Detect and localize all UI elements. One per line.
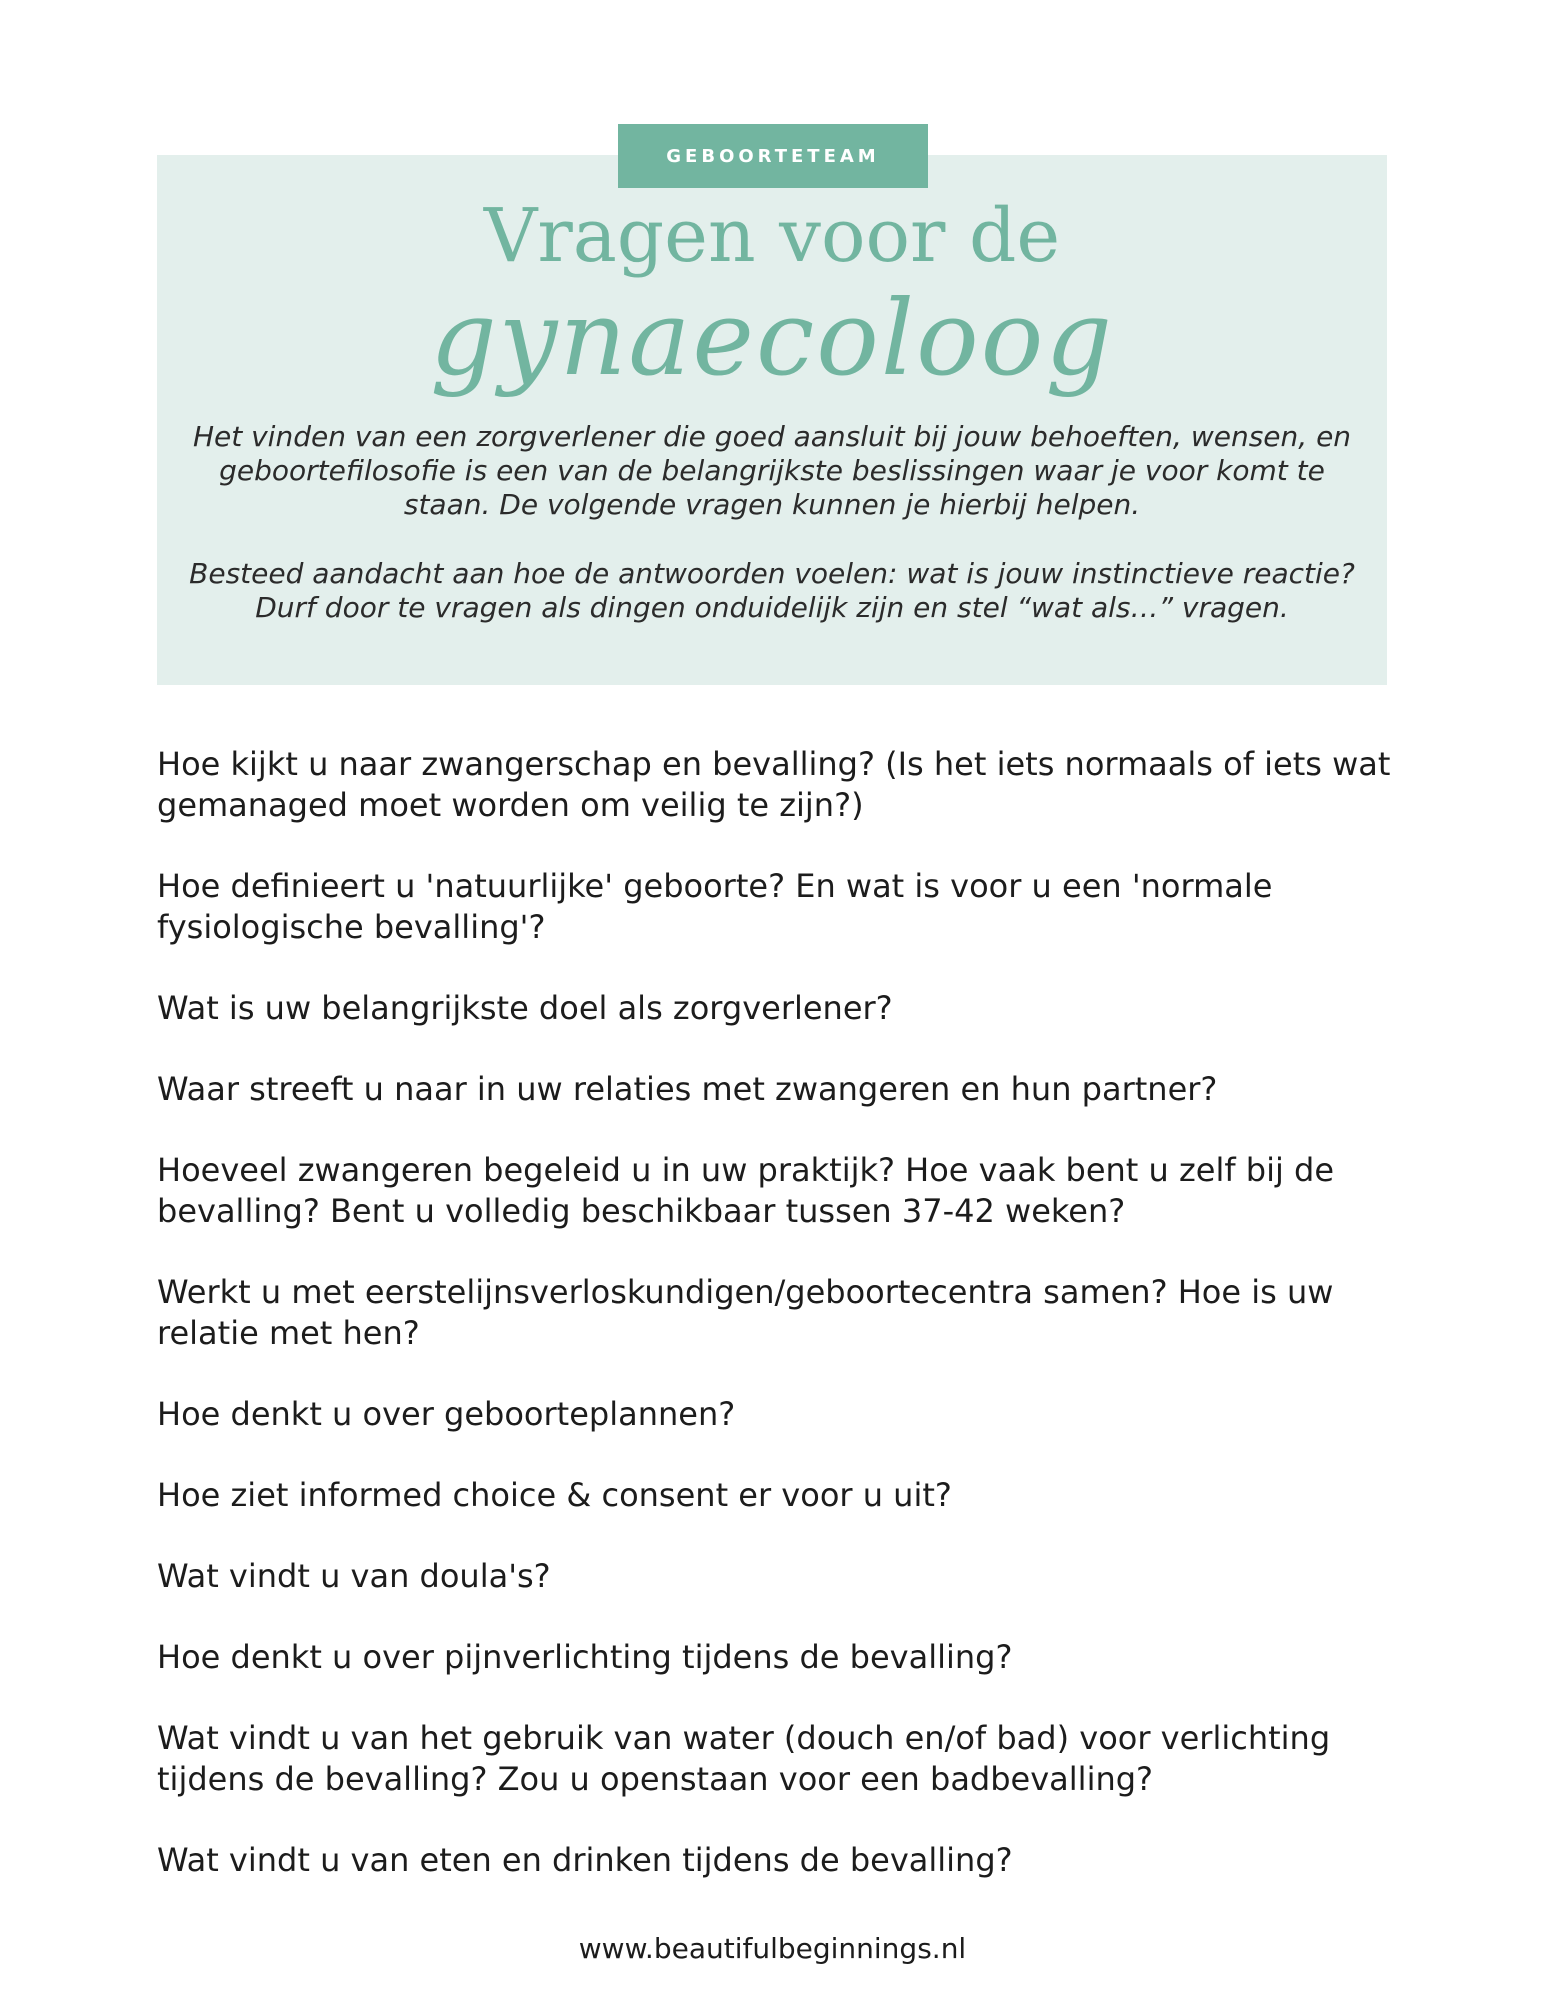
question-item: Hoe denkt u over geboorteplannen?: [157, 1395, 736, 1433]
page-title-script: gynaecoloog: [430, 277, 1114, 399]
intro-paragraph-1: Het vinden van een zorgverlener die goed aansluit bij jouw behoeften, wensen, en geboortefilosofie is een van de belangrijkste beslissingen waar je voor komt te staan. De volgende vragen kunnen je hierbij helpen.: [192, 420, 1352, 521]
question-item: Hoe definieert u 'natuurlijke' geboorte? En wat is voor u een 'normale fysiologische bevalling'?: [157, 867, 1273, 946]
intro-paragraph-2: Besteed aandacht aan hoe de antwoorden voelen: wat is jouw instinctieve reactie? Durf door te vragen als dingen onduidelijk zijn en stel “wat als…” vragen.: [189, 557, 1355, 624]
question-item: Werkt u met eerstelijnsverloskundigen/geboortecentra samen? Hoe is uw relatie met hen?: [157, 1273, 1334, 1352]
page-title: Vragen voor de: [483, 193, 1061, 279]
question-item: Hoe kijkt u naar zwangerschap en bevalling? (Is het iets normaals of iets wat gemanaged moet worden om veilig te zijn?): [157, 745, 1391, 824]
question-list: [157, 744, 1397, 1921]
category-tag: GEBOORTETEAM: [618, 124, 928, 188]
footer-url: www.beautifulbeginnings.nl: [578, 1932, 967, 1965]
question-item: Hoeveel zwangeren begeleid u in uw praktijk? Hoe vaak bent u zelf bij de bevalling? Bent u volledig beschikbaar tussen 37-42 weken?: [157, 1151, 1335, 1230]
question-item: Wat vindt u van eten en drinken tijdens de bevalling?: [157, 1841, 1013, 1879]
question-item: Hoe denkt u over pijnverlichting tijdens de bevalling?: [157, 1638, 1013, 1676]
question-item: Hoe ziet informed choice & consent er voor u uit?: [157, 1476, 952, 1514]
question-item: Wat vindt u van het gebruik van water (douch en/of bad) voor verlichting tijdens de bevalling? Zou u openstaan voor een badbevalling?: [157, 1719, 1331, 1798]
question-item: Waar streeft u naar in uw relaties met zwangeren en hun partner?: [157, 1070, 1218, 1108]
question-item: Wat is uw belangrijkste doel als zorgverlener?: [157, 989, 893, 1027]
question-item: Wat vindt u van doula's?: [157, 1557, 551, 1595]
